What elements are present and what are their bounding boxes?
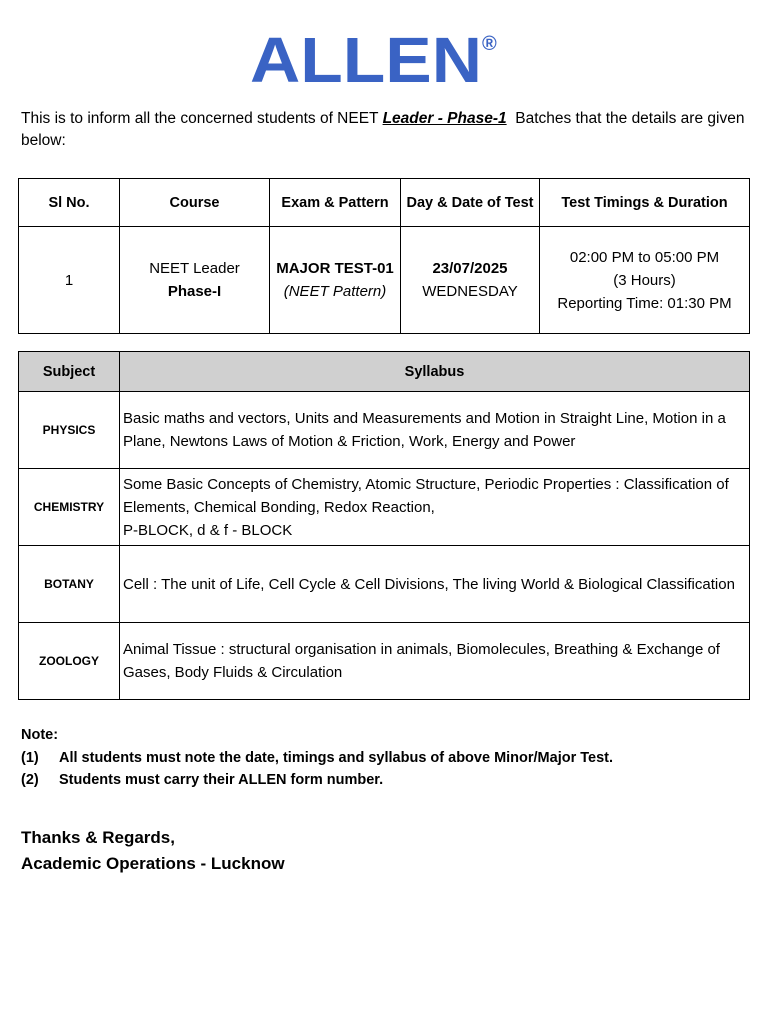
note-item bbox=[21, 769, 751, 792]
exam-table-header bbox=[19, 179, 750, 227]
allen-logo bbox=[250, 26, 510, 88]
syllabus-line: Cell : The unit of Life, Cell Cycle & Cell Divisions, The living World & Biological Classification bbox=[123, 575, 735, 593]
note-number: (2) bbox=[21, 772, 39, 788]
subject-physics: PHYSICS bbox=[19, 392, 120, 469]
syllabus-line: P-BLOCK, d & f - BLOCK bbox=[123, 521, 293, 539]
syllabus-botany bbox=[120, 546, 750, 623]
subject-chemistry: CHEMISTRY bbox=[19, 469, 120, 546]
syllabus-zoology bbox=[120, 623, 750, 700]
syllabus-table-header bbox=[19, 352, 750, 392]
note-text: All students must note the date, timings and syllabus of above Minor/Major Test. bbox=[59, 749, 614, 766]
course-phase: Phase-I bbox=[167, 283, 222, 300]
exam-pattern: (NEET Pattern) bbox=[283, 283, 387, 300]
syllabus-line: Basic maths and vectors, Units and Measurements and Motion in Straight Line, Motion in a Plane, Newtons Laws of Motion & Friction, Work, Energy and Power bbox=[123, 410, 726, 450]
cell-exam bbox=[270, 227, 401, 334]
exam-duration: (3 Hours) bbox=[613, 271, 676, 289]
syllabus-line: Some Basic Concepts of Chemistry, Atomic Structure, Periodic Properties : Classification of Elements, Chemical Bonding, Redox Reaction, bbox=[123, 475, 729, 516]
header-sl-no: Sl No. bbox=[19, 179, 120, 227]
cell-sl-no: 1 bbox=[19, 227, 120, 334]
notes-section bbox=[21, 724, 751, 792]
registered-mark: ® bbox=[482, 33, 497, 55]
syllabus-physics bbox=[120, 392, 750, 469]
header-syllabus: Syllabus bbox=[120, 352, 750, 392]
syllabus-row-chemistry bbox=[19, 469, 750, 546]
exam-name: MAJOR TEST-01 bbox=[276, 260, 394, 277]
exam-table-row bbox=[19, 227, 750, 334]
intro-paragraph bbox=[21, 108, 751, 152]
intro-text-after: Batches that the details are given below: bbox=[21, 110, 749, 149]
note-number: (1) bbox=[21, 749, 39, 766]
syllabus-table bbox=[18, 351, 750, 700]
exam-day: WEDNESDAY bbox=[422, 283, 518, 300]
exam-details-table bbox=[18, 178, 750, 334]
header-timings: Test Timings & Duration bbox=[540, 179, 750, 227]
subject-botany: BOTANY bbox=[19, 546, 120, 623]
syllabus-row-zoology bbox=[19, 623, 750, 700]
exam-timing: 02:00 PM to 05:00 PM bbox=[569, 248, 720, 266]
batch-name: Leader - Phase-1 bbox=[382, 110, 507, 127]
header-course: Course bbox=[120, 179, 270, 227]
syllabus-row-physics bbox=[19, 392, 750, 469]
note-text: Students must carry their ALLEN form number. bbox=[59, 772, 384, 788]
intro-text-before: This is to inform all the concerned students of NEET bbox=[21, 110, 383, 127]
signature-block bbox=[21, 825, 285, 877]
reporting-time: Reporting Time: 01:30 PM bbox=[557, 294, 732, 312]
syllabus-row-botany bbox=[19, 546, 750, 623]
notes-title: Note: bbox=[21, 727, 59, 743]
course-name: NEET Leader bbox=[149, 260, 240, 277]
department-line: Academic Operations - Lucknow bbox=[21, 854, 285, 873]
cell-date bbox=[401, 227, 540, 334]
exam-date: 23/07/2025 bbox=[432, 260, 508, 277]
note-item bbox=[21, 747, 751, 770]
syllabus-line: Animal Tissue : structural organisation in animals, Biomolecules, Breathing & Exchange of Gases, Body Fluids & Circulation bbox=[123, 641, 720, 681]
regards-line: Thanks & Regards, bbox=[21, 828, 175, 847]
header-subject: Subject bbox=[19, 352, 120, 392]
cell-timings bbox=[540, 227, 750, 334]
header-exam-pattern: Exam & Pattern bbox=[270, 179, 401, 227]
subject-zoology: ZOOLOGY bbox=[19, 623, 120, 700]
logo-text: ALLEN bbox=[250, 26, 482, 88]
syllabus-chemistry bbox=[120, 469, 750, 546]
header-day-date: Day & Date of Test bbox=[401, 179, 540, 227]
cell-course bbox=[120, 227, 270, 334]
